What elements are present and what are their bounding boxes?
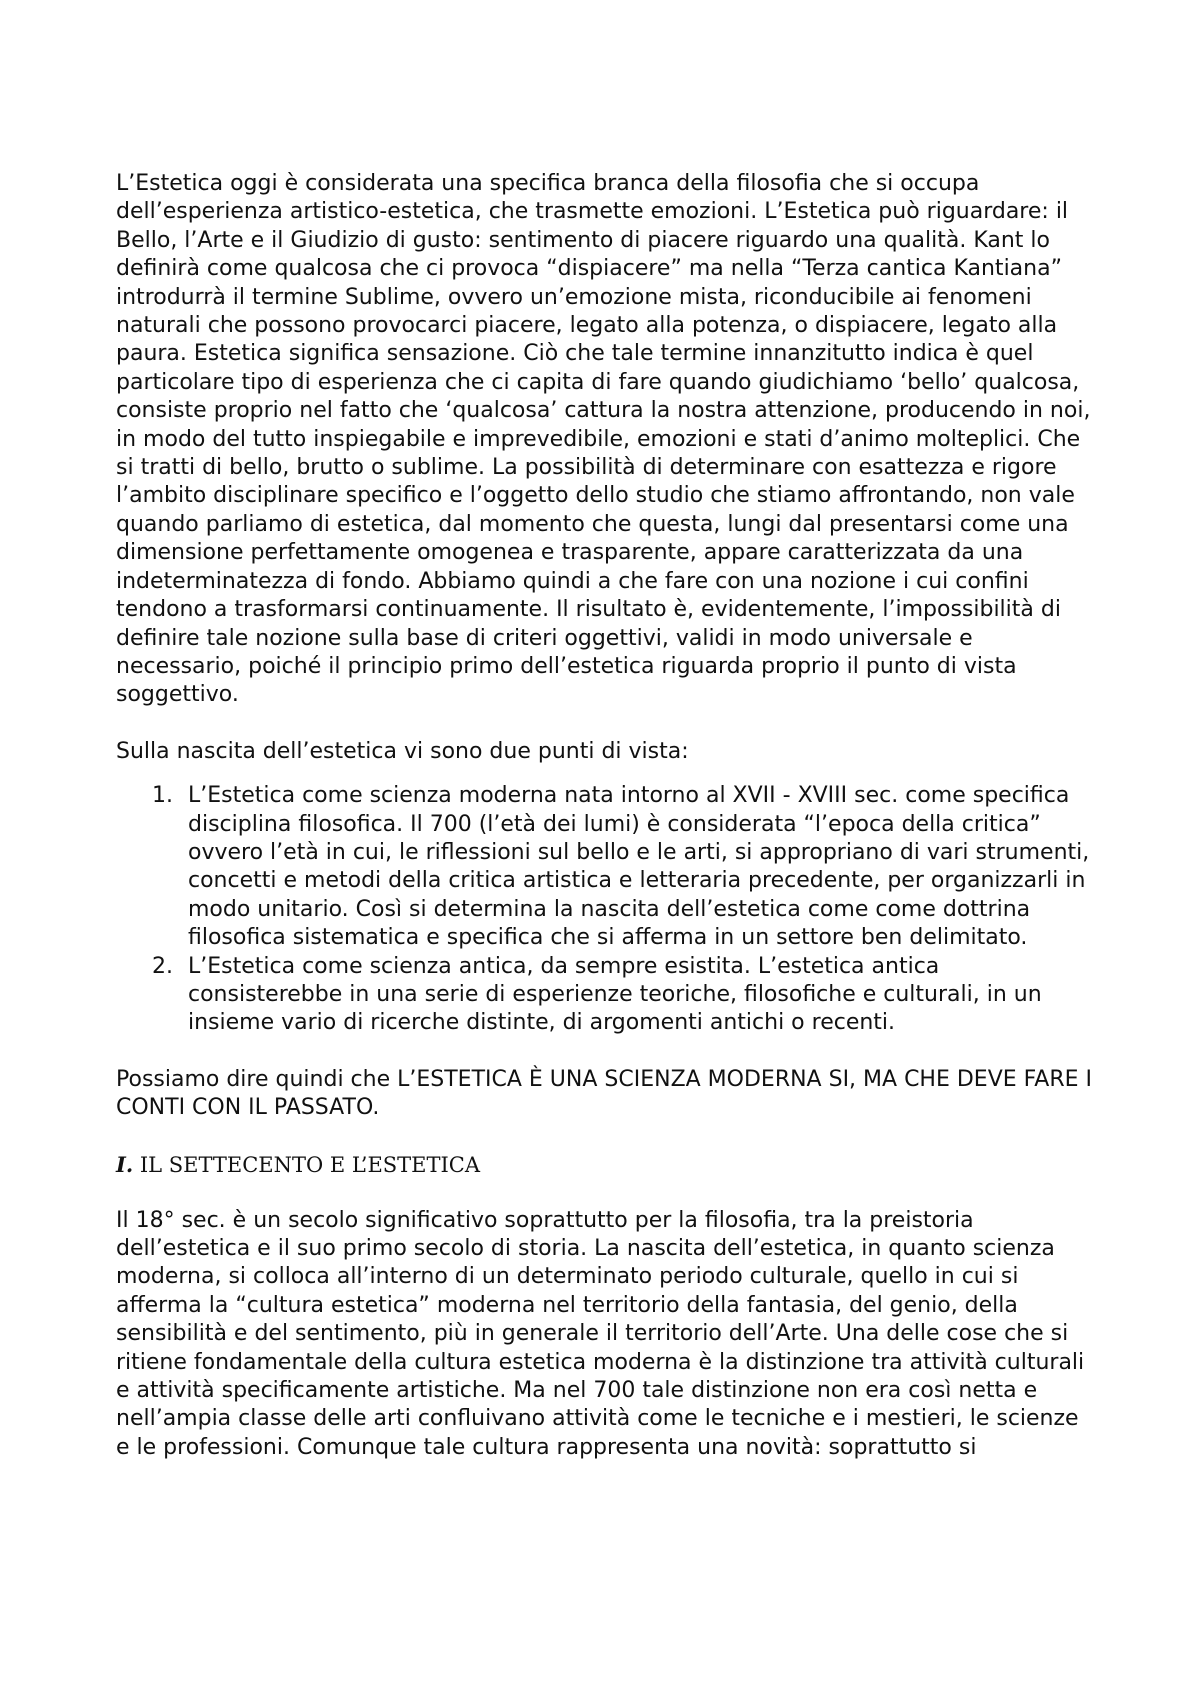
spacer [116, 1038, 1096, 1066]
document-page [116, 170, 1096, 1462]
intro-paragraph: L’Estetica oggi è considerata una specifica branca della filosofia che si occupa dell’esperienza artistico-estetica, che trasmette emozioni. L’Estetica può riguardare: il Bello, l’Arte e il Giudizio di gusto: sentimento di piacere riguardo una qualità. Kant lo definirà come qualcosa che ci provoca “dispiacere” ma nella “Terza cantica Kantiana” introdurrà il termine Sublime, ovvero un’emozione mista, riconducibile ai fenomeni naturali che possono provocarci piacere, legato alla potenza, o dispiacere, legato alla paura. Estetica significa sensazione. Ciò che tale termine innanzitutto indica è quel particolare tipo di esperienza che ci capita di fare quando giudichiamo ‘bello’ qualcosa, consiste proprio nel fatto che ‘qualcosa’ cattura la nostra attenzione, producendo in noi, in modo del tutto inspiegabile e imprevedibile, emozioni e stati d’animo molteplici. Che si tratti di bello, brutto o sublime. La possibilità di determinare con esattezza e rigore l’ambito disciplinare specifico e l’oggetto dello studio che stiamo affrontando, non vale quando parliamo di estetica, dal momento che questa, lungi dal presentarsi come una dimensione perfettamente omogenea e trasparente, appare caratterizzata da una indeterminatezza di fondo. Abbiamo quindi a che fare con una nozione i cui confini tendono a trasformarsi continuamente. Il risultato è, evidentemente, l’impossibilità di definire tale nozione sulla base di criteri oggettivi, validi in modo universale e necessario, poiché il principio primo dell’estetica riguarda proprio il punto di vista soggettivo. [116, 171, 1091, 708]
points-of-view-list [116, 782, 1096, 1038]
list-item-number: 1. [152, 783, 173, 809]
section-heading [116, 1151, 1096, 1179]
conclusion-paragraph: Possiamo dire quindi che L’ESTETICA È UNA SCIENZA MODERNA SI, MA CHE DEVE FARE I CONTI CON IL PASSATO. [116, 1066, 1093, 1121]
list-item-text: L’Estetica come scienza moderna nata intorno al XVII - XVIII sec. come specifica disciplina filosofica. Il 700 (l’età dei lumi) è considerata “l’epoca della critica” ovvero l’età in cui, le riflessioni sul bello e le arti, si appropriano di vari strumenti, concetti e metodi della critica artistica e letteraria precedente, per organizzarli in modo unitario. Così si determina la nascita dell’estetica come come dottrina filosofica sistematica e specifica che si afferma in un settore ben delimitato. [188, 783, 1090, 951]
section-paragraph: Il 18° sec. è un secolo significativo soprattutto per la filosofia, tra la preistoria dell’estetica e il suo primo secolo di storia. La nascita dell’estetica, in quanto scienza moderna, si colloca all’interno di un determinato periodo culturale, quello in cui si afferma la “cultura estetica” moderna nel territorio della fantasia, del genio, della sensibilità e del sentimento, più in generale il territorio dell’Arte. Una delle cose che si ritiene fondamentale della cultura estetica moderna è la distinzione tra attività culturali e attività specificamente artistiche. Ma nel 700 tale distinzione non era così netta e nell’ampia classe delle arti confluivano attività come le tecniche e i mestieri, le scienze e le professioni. Comunque tale cultura rappresenta una novità: soprattutto si [116, 1207, 1085, 1460]
spacer [116, 710, 1096, 738]
list-item [116, 953, 1096, 1038]
points-of-view-intro: Sulla nascita dell’estetica vi sono due punti di vista: [116, 738, 689, 764]
spacer [116, 1179, 1096, 1207]
list-item-text: L’Estetica come scienza antica, da sempre esistita. L’estetica antica consisterebbe in una serie di esperienze teoriche, filosofiche e culturali, in un insieme vario di ricerche distinte, di argomenti antichi o recenti. [188, 953, 1042, 1036]
spacer [116, 1123, 1096, 1151]
list-item-number: 2. [152, 953, 173, 979]
section-heading-number: I. [116, 1151, 134, 1177]
list-item [116, 782, 1096, 952]
section-heading-title: IL SETTECENTO E L’ESTETICA [139, 1152, 481, 1177]
